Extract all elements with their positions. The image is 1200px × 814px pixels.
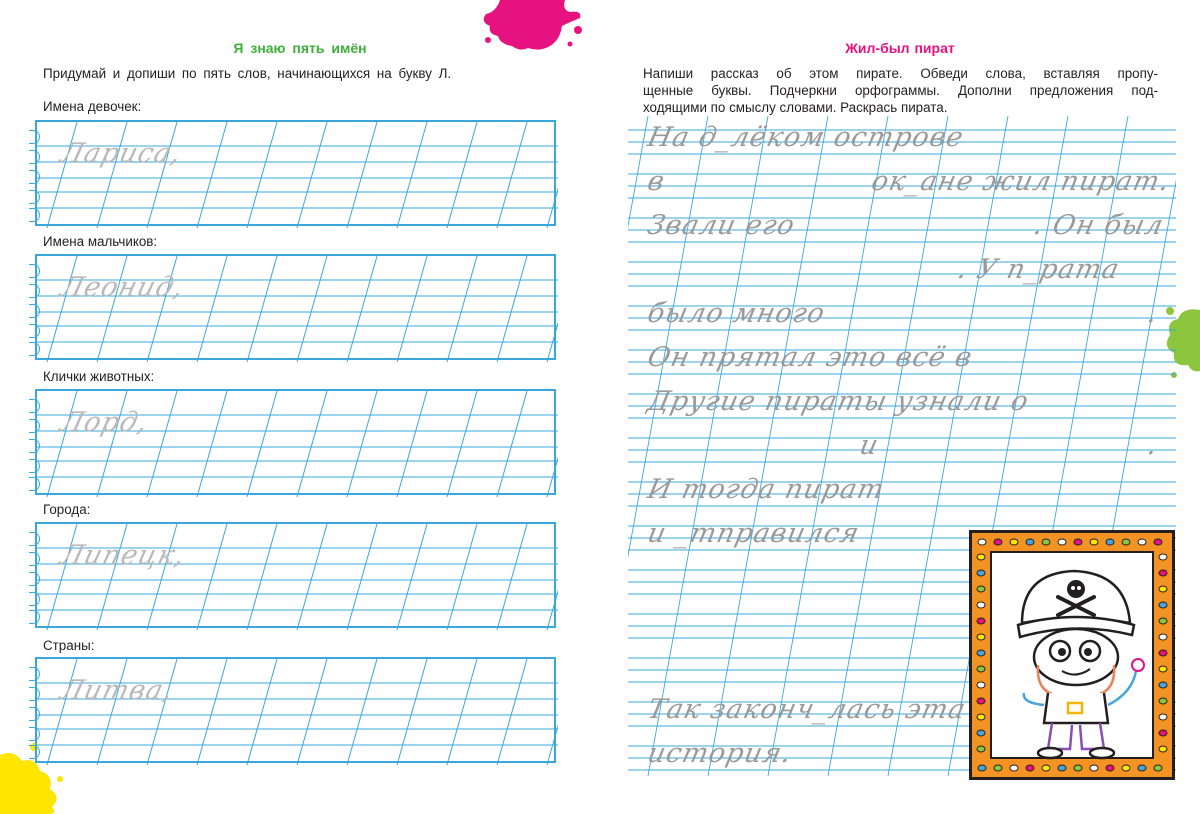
example-word-countries: Литва, [57, 675, 177, 706]
pirate-picture-frame [969, 530, 1175, 780]
story-line: Так законч_лась эта [644, 694, 969, 725]
writing-box-pets[interactable] [35, 389, 556, 495]
instruction-line: щенные буквы. Подчеркни орфограммы. Дополни предложения под- [643, 83, 1158, 98]
story-line: Другие пираты узнали о [644, 386, 1032, 417]
left-page-title: Я знаю пять имён [233, 40, 367, 56]
writing-box-countries[interactable] [35, 657, 556, 763]
story-line: было много [644, 298, 829, 329]
section-label-girls: Имена девочек: [43, 99, 142, 114]
section-label-cities: Города: [43, 502, 91, 517]
story-line: история. [644, 738, 795, 769]
example-word-boys: Леонид, [57, 272, 188, 303]
writing-box-girls[interactable] [35, 120, 556, 226]
example-word-pets: Лорд, [57, 407, 152, 438]
story-line: и [856, 430, 882, 461]
writing-box-cities[interactable] [35, 522, 556, 628]
pirate-illustration [992, 553, 1158, 763]
example-word-cities: Липецк, [57, 540, 189, 571]
instruction-line: Напиши рассказ об этом пирате. Обведи слова, вставляя пропу- [643, 66, 1158, 81]
right-page-instruction [643, 65, 1158, 116]
writing-box-boys[interactable] [35, 254, 556, 360]
left-page-instruction: Придумай и допиши по пять слов, начинающихся на букву Л. [43, 66, 452, 81]
example-word-girls: Лариса, [57, 138, 185, 169]
instruction-line: ходящими по смыслу словами. Раскрась пирата. [643, 100, 948, 115]
story-line: . [1144, 298, 1161, 329]
story-line: в [644, 166, 669, 197]
story-line: На д_лёком острове [644, 122, 967, 153]
section-label-pets: Клички животных: [43, 369, 155, 384]
story-line: . У п_рата [954, 254, 1123, 285]
story-line: ок_ане жил пират. [868, 166, 1173, 197]
right-page-title: Жил-был пират [845, 40, 955, 56]
story-line: . [1144, 430, 1161, 461]
story-line: Звали его [644, 210, 798, 241]
story-line: Он прятал это всё в [644, 342, 976, 373]
story-line: И тогда пират [644, 474, 888, 505]
story-line: . Он был [1030, 210, 1167, 241]
section-label-boys: Имена мальчиков: [43, 234, 158, 249]
section-label-countries: Страны: [43, 638, 95, 653]
pink-splash-icon [470, 0, 590, 60]
story-line: и _тправился [644, 518, 863, 549]
